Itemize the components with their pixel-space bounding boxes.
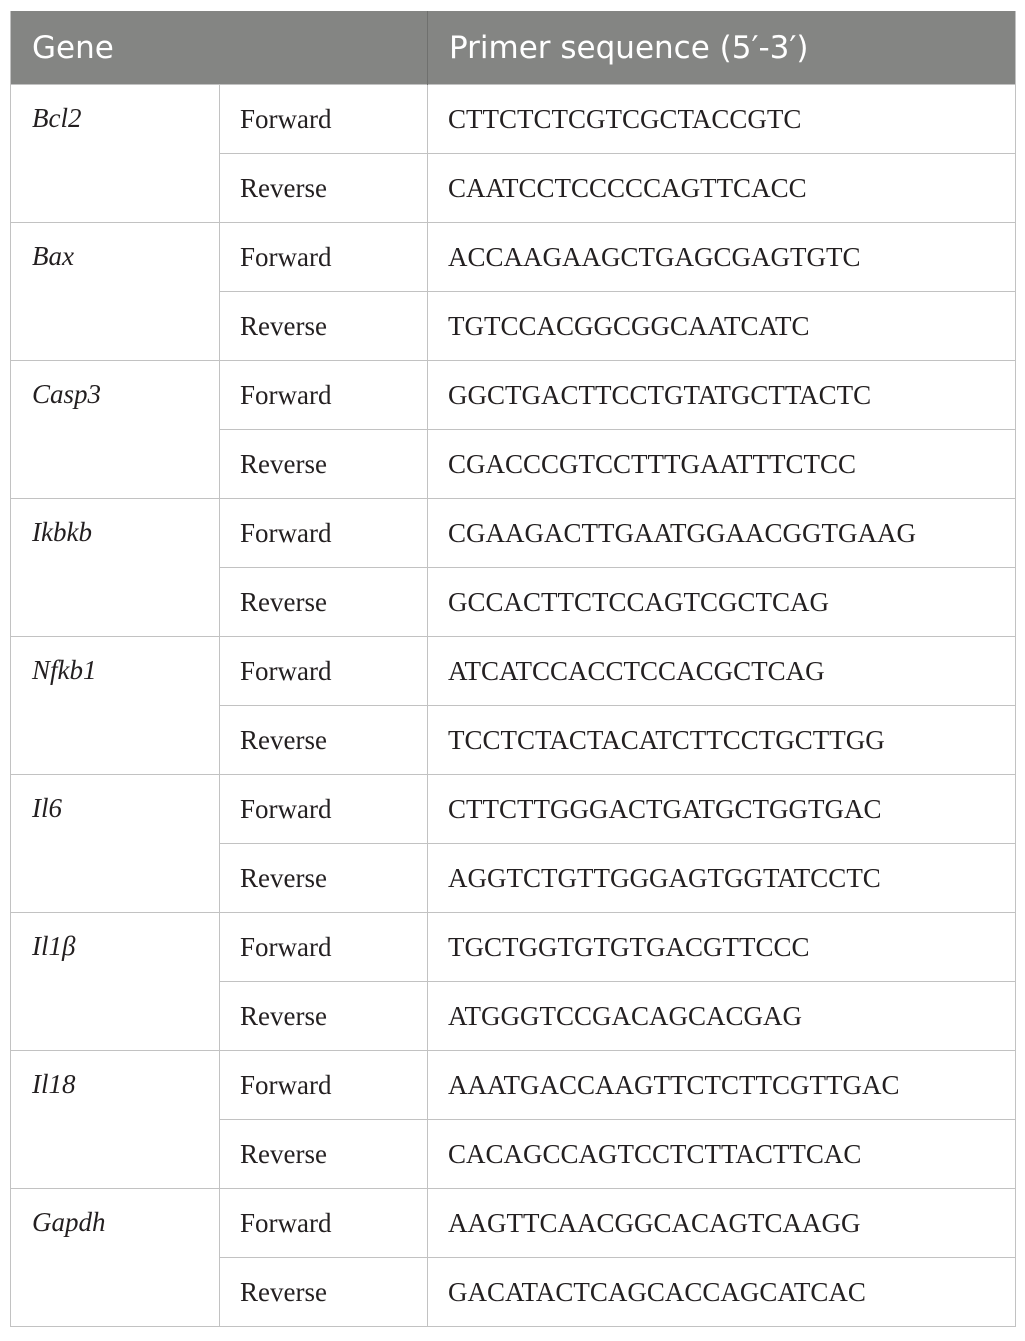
direction-label: Forward [220,223,428,292]
direction-label: Reverse [220,982,428,1051]
direction-label: Forward [220,361,428,430]
direction-label: Forward [220,499,428,568]
table-header [11,11,1016,85]
gene-name: Gapdh [11,1189,220,1327]
direction-label: Reverse [220,430,428,499]
primer-table [10,11,1016,1327]
gene-name: Il6 [11,775,220,913]
reverse-sequence: TGTCCACGGCGGCAATCATC [428,292,1016,361]
direction-label: Reverse [220,568,428,637]
reverse-sequence: GACATACTCAGCACCAGCATCAC [428,1258,1016,1327]
direction-label: Reverse [220,844,428,913]
direction-label: Forward [220,1051,428,1120]
table-row [11,361,1016,430]
gene-name: Ikbkb [11,499,220,637]
gene-name: Casp3 [11,361,220,499]
forward-sequence: CTTCTTGGGACTGATGCTGGTGAC [428,775,1016,844]
forward-sequence: GGCTGACTTCCTGTATGCTTACTC [428,361,1016,430]
direction-label: Reverse [220,154,428,223]
forward-sequence: CTTCTCTCGTCGCTACCGTC [428,85,1016,154]
direction-label: Forward [220,913,428,982]
forward-sequence: CGAAGACTTGAATGGAACGGTGAAG [428,499,1016,568]
primer-table-container [10,11,1015,1327]
gene-name: Nfkb1 [11,637,220,775]
table-row [11,223,1016,292]
table-row [11,913,1016,982]
gene-name: Bax [11,223,220,361]
header-primer-sequence: Primer sequence (5′-3′) [428,11,1016,85]
header-row [11,11,1016,85]
gene-name: Il1β [11,913,220,1051]
direction-label: Forward [220,1189,428,1258]
reverse-sequence: CACAGCCAGTCCTCTTACTTCAC [428,1120,1016,1189]
forward-sequence: ACCAAGAAGCTGAGCGAGTGTC [428,223,1016,292]
table-body [11,85,1016,1327]
gene-name: Il18 [11,1051,220,1189]
header-gene: Gene [11,11,428,85]
table-row [11,1051,1016,1120]
direction-label: Reverse [220,292,428,361]
table-row [11,637,1016,706]
forward-sequence: ATCATCCACCTCCACGCTCAG [428,637,1016,706]
direction-label: Reverse [220,1120,428,1189]
reverse-sequence: ATGGGTCCGACAGCACGAG [428,982,1016,1051]
forward-sequence: AAATGACCAAGTTCTCTTCGTTGAC [428,1051,1016,1120]
direction-label: Reverse [220,1258,428,1327]
forward-sequence: AAGTTCAACGGCACAGTCAAGG [428,1189,1016,1258]
direction-label: Forward [220,775,428,844]
reverse-sequence: AGGTCTGTTGGGAGTGGTATCCTC [428,844,1016,913]
forward-sequence: TGCTGGTGTGTGACGTTCCC [428,913,1016,982]
reverse-sequence: GCCACTTCTCCAGTCGCTCAG [428,568,1016,637]
table-row [11,1189,1016,1258]
table-row [11,775,1016,844]
direction-label: Forward [220,637,428,706]
direction-label: Reverse [220,706,428,775]
table-row [11,499,1016,568]
reverse-sequence: CAATCCTCCCCCAGTTCACC [428,154,1016,223]
reverse-sequence: CGACCCGTCCTTTGAATTTCTCC [428,430,1016,499]
reverse-sequence: TCCTCTACTACATCTTCCTGCTTGG [428,706,1016,775]
gene-name: Bcl2 [11,85,220,223]
table-row [11,85,1016,154]
direction-label: Forward [220,85,428,154]
